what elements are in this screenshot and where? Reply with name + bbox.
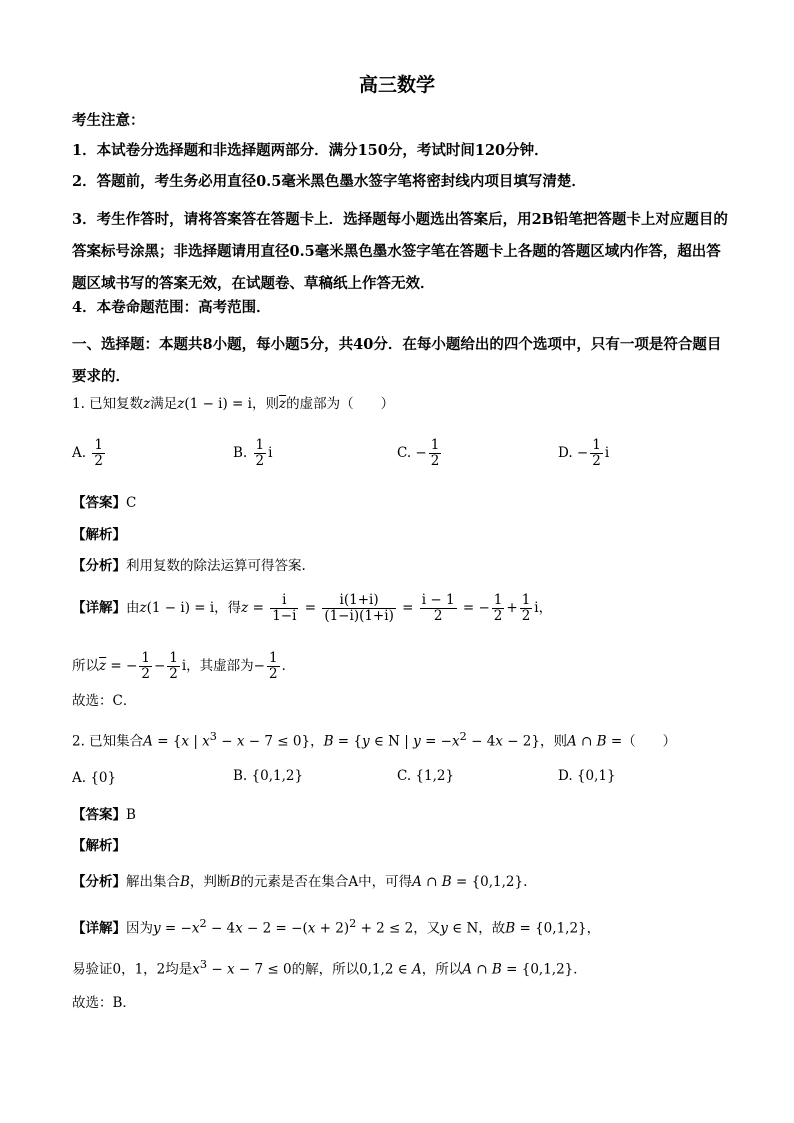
q1-choose: 故选：C． [72, 693, 137, 709]
q2-option-d: D. {0,1} [558, 768, 616, 784]
notice-item-1: 1．本试卷分选择题和非选择题两部分．满分150分，考试时间120分钟． [72, 142, 549, 159]
q1-conclusion: 所以$\overline{z}$ = − $\frac{1}{2}$ − $\frac{1}{2}$ i，其虚部为− $\frac{1}{2}$ ． [72, 650, 296, 682]
q1-option-a: A. $\frac{1}{2}$ [72, 437, 103, 469]
q1-detail: 【详解】由z(1 − i) = i，得z = $\frac{i}{1-i}$ = $\frac{i(1+i)}{(1-i)(1+i)}$ = $\frac{i - 1}{2}$ = − $\frac{1}{2}$ + $\frac{1}{2}$ i， [72, 592, 553, 624]
q1-answer: 【答案】C [72, 495, 137, 511]
notice-item-4: 4．本卷命题范围：高考范围． [72, 299, 271, 316]
q1-option-d: D. − $\frac{1}{2}$ i [558, 437, 610, 469]
question-2-stem: 2. 已知集合A = {x | $x^3 - x - 7 \le 0$}，B = {y ∈ N | $y = -x^2 - 4x - 2$}，则A ∩ B =（ ） [72, 730, 677, 750]
section-heading: 一、选择题：本题共8小题，每小题5分，共40分．在每小题给出的四个选项中，只有一项是符合题目要求的． [72, 336, 722, 385]
q1-fenxi: 【分析】利用复数的除法运算可得答案. [72, 558, 306, 574]
q2-option-a: A. {0} [72, 770, 117, 786]
page-title: 高三数学 [358, 74, 435, 96]
q2-fenxi: 【分析】解出集合B，判断B的元素是否在集合A中，可得A ∩ B = {0,1,2}. [72, 874, 528, 890]
notice-item-3: 3．考生作答时，请将答案答在答题卡上．选择题每小题选出答案后，用2B铅笔把答题卡上对应题目的答案标号涂黑；非选择题请用直径0.5毫米黑色墨水签字笔在答题卡上各题的答题区域内作答，超出答题区域书写的答案无效，在试题卷、草稿纸上作答无效． [72, 211, 728, 292]
q2-choose: 故选：B． [72, 995, 136, 1011]
q1-analysis-label: 【解析】 [72, 527, 126, 543]
q2-answer: 【答案】B [72, 807, 136, 823]
notice-heading: 考生注意： [72, 112, 145, 129]
q1-option-c: C. − $\frac{1}{2}$ [397, 437, 440, 469]
q2-option-c: C. {1,2} [397, 768, 455, 784]
notice-item-2: 2．答题前，考生务必用直径0.5毫米黑色墨水签字笔将密封线内项目填写清楚． [72, 173, 586, 190]
q2-analysis-label: 【解析】 [72, 838, 126, 854]
q2-detail: 【详解】因为$y = -x^2 - 4x - 2 = -(x + 2)^2 + 2 \le 2$，又y ∈ N，故B = {0,1,2}， [72, 917, 601, 937]
q2-option-b: B. {0,1,2} [233, 768, 304, 784]
question-1-stem: 1. 已知复数z满足z(1 − i) = i，则$\overline{z}$的虚部为（ ） [72, 396, 395, 412]
q2-verify: 易验证0，1，2均是$x^3 - x - 7 \le 0$的解，所以0,1,2 ∈ A，所以A ∩ B = {0,1,2}． [72, 958, 587, 978]
q1-option-b: B. $\frac{1}{2}$ i [233, 437, 273, 469]
